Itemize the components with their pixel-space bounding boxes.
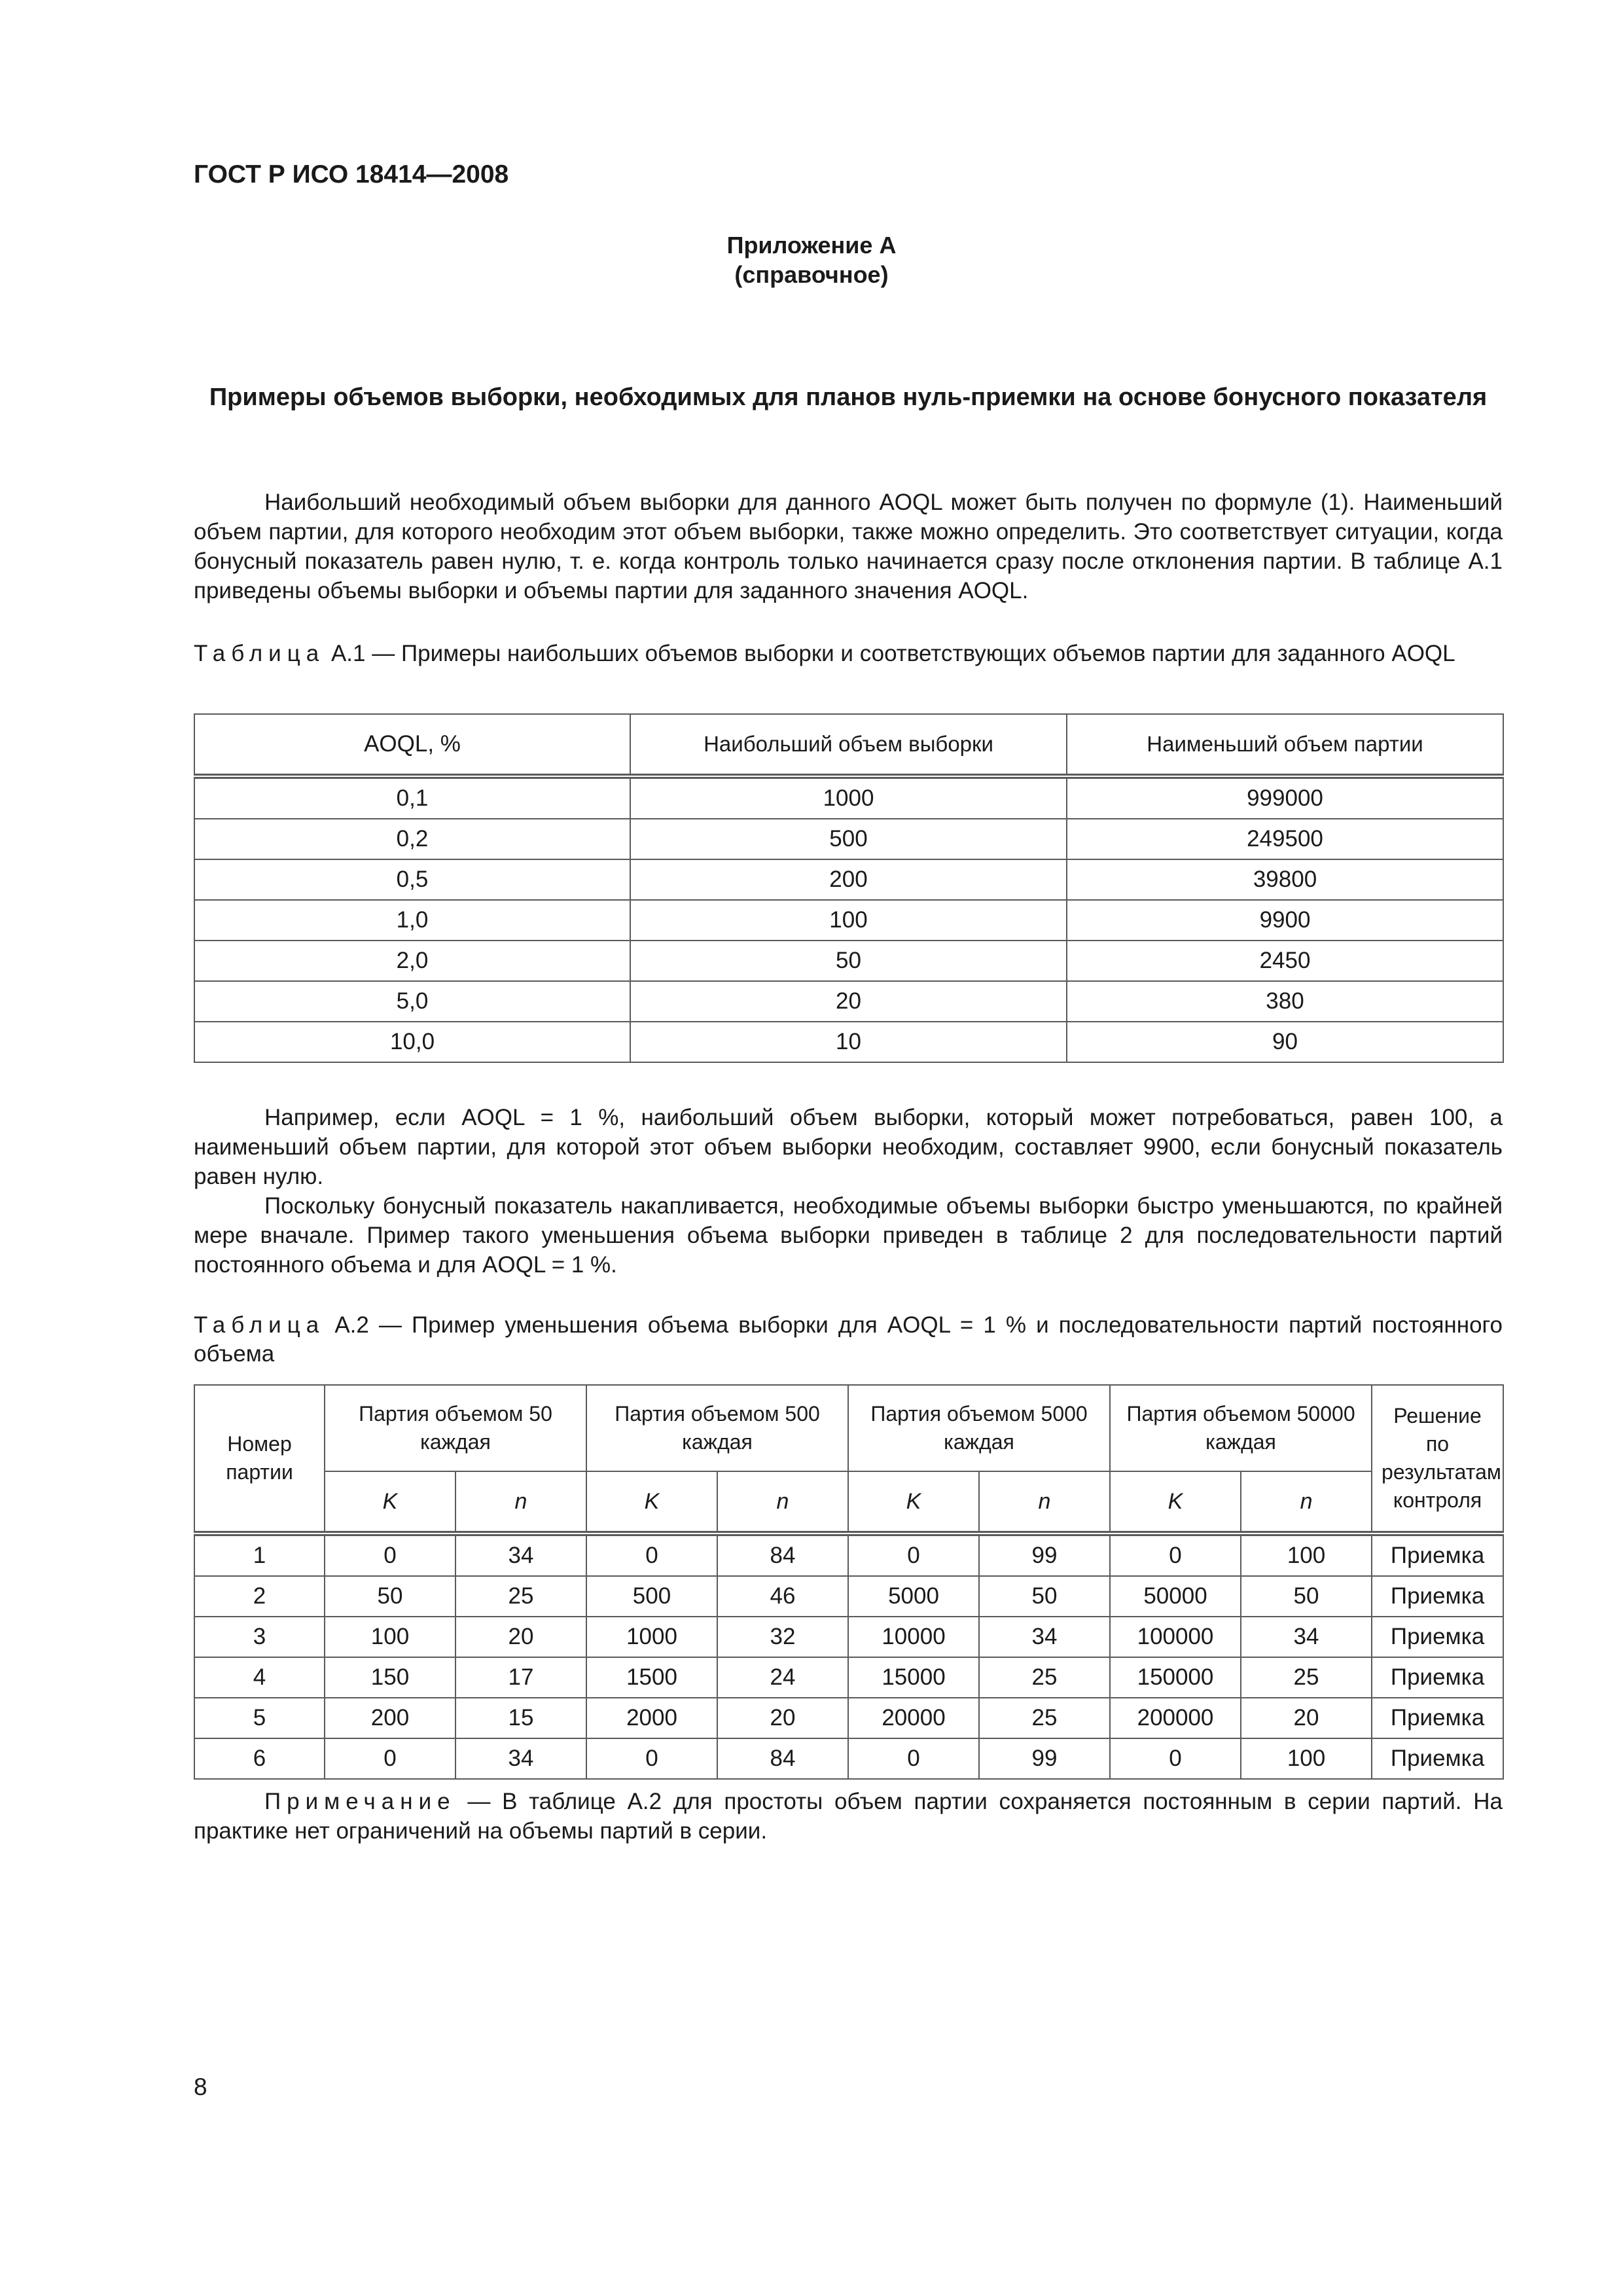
- subheader-n: n: [1241, 1471, 1372, 1534]
- table-cell: 20: [455, 1617, 586, 1657]
- table-cell: 1000: [630, 776, 1067, 819]
- table-note: [194, 1787, 1503, 1846]
- table-cell: 100000: [1110, 1617, 1241, 1657]
- table-cell: 15000: [848, 1657, 979, 1698]
- table-cell: 99: [979, 1534, 1110, 1576]
- header-lot-50000: Партия объемом 50000 каждая: [1110, 1385, 1372, 1471]
- annex-title: Примеры объемов выборки, необходимых для планов нуль-приемки на основе бонусного показателя: [209, 384, 1488, 411]
- table-cell: 5000: [848, 1576, 979, 1617]
- table-cell: 5,0: [194, 981, 630, 1022]
- table-subheader-row: [194, 1471, 1503, 1534]
- header-lot-5000: Партия объемом 5000 каждая: [848, 1385, 1110, 1471]
- table-row: [194, 981, 1503, 1022]
- subheader-k: K: [1110, 1471, 1241, 1534]
- table-cell: 1: [194, 1534, 325, 1576]
- table-cell: 6: [194, 1738, 325, 1779]
- table-cell: 20: [630, 981, 1067, 1022]
- standard-code: ГОСТ Р ИСО 18414—2008: [194, 160, 509, 188]
- table-cell: 2: [194, 1576, 325, 1617]
- table-cell: Приемка: [1372, 1657, 1503, 1698]
- table-cell: 0: [1110, 1738, 1241, 1779]
- table-cell: 150000: [1110, 1657, 1241, 1698]
- table-cell: 2450: [1067, 941, 1503, 981]
- subheader-n: n: [455, 1471, 586, 1534]
- table-row: [194, 1576, 1503, 1617]
- table-row: [194, 1657, 1503, 1698]
- table-cell: 100: [630, 900, 1067, 941]
- table-cell: 24: [717, 1657, 848, 1698]
- header-lot-50: Партия объемом 50 каждая: [325, 1385, 586, 1471]
- table-cell: 34: [979, 1617, 1110, 1657]
- subheader-n: n: [717, 1471, 848, 1534]
- table-row: [194, 900, 1503, 941]
- table-a1-caption-text: А.1 — Примеры наибольших объемов выборки и соответствующих объемов партии для заданного AOQL: [325, 641, 1455, 666]
- table-cell: 0,5: [194, 859, 630, 900]
- table-cell: 25: [455, 1576, 586, 1617]
- table-cell: 380: [1067, 981, 1503, 1022]
- table-header-row: [194, 1385, 1503, 1471]
- table-cell: 0: [325, 1534, 455, 1576]
- table-cell: 34: [1241, 1617, 1372, 1657]
- table-cell: 25: [979, 1698, 1110, 1738]
- table-cell: 84: [717, 1738, 848, 1779]
- page-number: 8: [194, 2073, 207, 2100]
- table-cell: 3: [194, 1617, 325, 1657]
- table-cell: 1000: [586, 1617, 717, 1657]
- appendix-heading: [0, 230, 1623, 289]
- table-cell: 50: [630, 941, 1067, 981]
- table-cell: 2,0: [194, 941, 630, 981]
- header-aoql: AOQL, %: [194, 714, 630, 776]
- table-cell: 32: [717, 1617, 848, 1657]
- table-cell: 34: [455, 1738, 586, 1779]
- table-cell: 0: [848, 1534, 979, 1576]
- table-cell: 10,0: [194, 1022, 630, 1062]
- table-a2-caption: [194, 1311, 1503, 1369]
- table-cell: 20: [717, 1698, 848, 1738]
- header-max-sample-size: Наибольший объем выборки: [630, 714, 1067, 776]
- table-cell: 999000: [1067, 776, 1503, 819]
- subheader-k: K: [848, 1471, 979, 1534]
- table-cell: 20000: [848, 1698, 979, 1738]
- table-cell: 84: [717, 1534, 848, 1576]
- table-row: [194, 1617, 1503, 1657]
- table-cell: 10: [630, 1022, 1067, 1062]
- table-cell: 500: [630, 819, 1067, 859]
- table-cell: 500: [586, 1576, 717, 1617]
- table-cell: 200000: [1110, 1698, 1241, 1738]
- table-cell: 9900: [1067, 900, 1503, 941]
- table-cell: 100: [1241, 1738, 1372, 1779]
- table-row: [194, 819, 1503, 859]
- table-cell: 249500: [1067, 819, 1503, 859]
- subheader-n: n: [979, 1471, 1110, 1534]
- table-cell: 150: [325, 1657, 455, 1698]
- table-cell: 100: [1241, 1534, 1372, 1576]
- table-row: [194, 941, 1503, 981]
- table-cell: 0: [1110, 1534, 1241, 1576]
- table-cell: 0: [848, 1738, 979, 1779]
- table-cell: Приемка: [1372, 1698, 1503, 1738]
- table-row: [194, 776, 1503, 819]
- table-cell: 15: [455, 1698, 586, 1738]
- table-cell: 2000: [586, 1698, 717, 1738]
- appendix-status: (справочное): [734, 261, 889, 288]
- table-cell: 1,0: [194, 900, 630, 941]
- table-a2-caption-text: А.2 — Пример уменьшения объема выборки для AOQL = 1 % и последовательности партий постоянного объема: [194, 1312, 1503, 1367]
- header-lot-500: Партия объемом 500 каждая: [586, 1385, 848, 1471]
- table-cell: 1500: [586, 1657, 717, 1698]
- table-a2-caption-word: Таблица: [194, 1312, 325, 1338]
- table-cell: 50: [979, 1576, 1110, 1617]
- table-header-row: [194, 714, 1503, 776]
- header-lot-number: Номер партии: [194, 1385, 325, 1534]
- table-cell: 0,1: [194, 776, 630, 819]
- table-cell: 0: [586, 1534, 717, 1576]
- table-cell: 4: [194, 1657, 325, 1698]
- table-cell: 50: [325, 1576, 455, 1617]
- header-min-lot-size: Наименьший объем партии: [1067, 714, 1503, 776]
- table-cell: Приемка: [1372, 1617, 1503, 1657]
- table-cell: 34: [455, 1534, 586, 1576]
- table-cell: Приемка: [1372, 1738, 1503, 1779]
- table-cell: 17: [455, 1657, 586, 1698]
- table-row: [194, 859, 1503, 900]
- table-cell: 25: [1241, 1657, 1372, 1698]
- table-cell: 25: [979, 1657, 1110, 1698]
- table-cell: 0,2: [194, 819, 630, 859]
- table-a1-caption-word: Таблица: [194, 641, 325, 666]
- table-row: [194, 1022, 1503, 1062]
- table-a2: [194, 1384, 1504, 1780]
- subheader-k: K: [586, 1471, 717, 1534]
- table-a1-caption: [194, 639, 1503, 668]
- table-cell: 5: [194, 1698, 325, 1738]
- appendix-title: Приложение А: [726, 232, 897, 259]
- table-cell: 0: [586, 1738, 717, 1779]
- table-row: [194, 1738, 1503, 1779]
- accumulation-paragraph: Поскольку бонусный показатель накапливается, необходимые объемы выборки быстро уменьшаются, по крайней мере вначале. Пример такого уменьшения объема выборки приведен в таблице 2 для последовательности партий постоянного объема и для AOQL = 1 %.: [194, 1193, 1503, 1278]
- header-decision: Решение по результатам контроля: [1372, 1385, 1503, 1534]
- table-cell: 10000: [848, 1617, 979, 1657]
- table-cell: 200: [630, 859, 1067, 900]
- table-cell: 50: [1241, 1576, 1372, 1617]
- table-cell: 90: [1067, 1022, 1503, 1062]
- subheader-k: K: [325, 1471, 455, 1534]
- table-cell: 0: [325, 1738, 455, 1779]
- table-row: [194, 1698, 1503, 1738]
- note-label: Примечание: [264, 1789, 456, 1814]
- note-text: — В таблице А.2 для простоты объем партии сохраняется постоянным в серии партий. На практике нет ограничений на объемы партий в серии.: [194, 1789, 1503, 1844]
- example-paragraph: Например, если AOQL = 1 %, наибольший объем выборки, который может потребоваться, равен 100, а наименьший объем партии, для которой этот объем выборки необходим, составляет 9900, если бонусный показатель равен нулю.: [194, 1105, 1503, 1189]
- table-cell: Приемка: [1372, 1534, 1503, 1576]
- table-cell: 20: [1241, 1698, 1372, 1738]
- table-cell: 50000: [1110, 1576, 1241, 1617]
- table-cell: Приемка: [1372, 1576, 1503, 1617]
- table-cell: 39800: [1067, 859, 1503, 900]
- table-cell: 100: [325, 1617, 455, 1657]
- table-cell: 46: [717, 1576, 848, 1617]
- table-cell: 99: [979, 1738, 1110, 1779]
- table-cell: 200: [325, 1698, 455, 1738]
- table-row: [194, 1534, 1503, 1576]
- intro-paragraph: Наибольший необходимый объем выборки для данного AOQL может быть получен по формуле (1). Наименьший объем партии, для которого необходим этот объем выборки, также можно определить. Это соответствует ситуации, когда бонусный показатель равен нулю, т. е. когда контроль только начинается сразу после отклонения партии. В таблице А.1 приведены объемы выборки и объемы партии для заданного значения AOQL.: [194, 490, 1503, 603]
- table-a1: [194, 713, 1504, 1063]
